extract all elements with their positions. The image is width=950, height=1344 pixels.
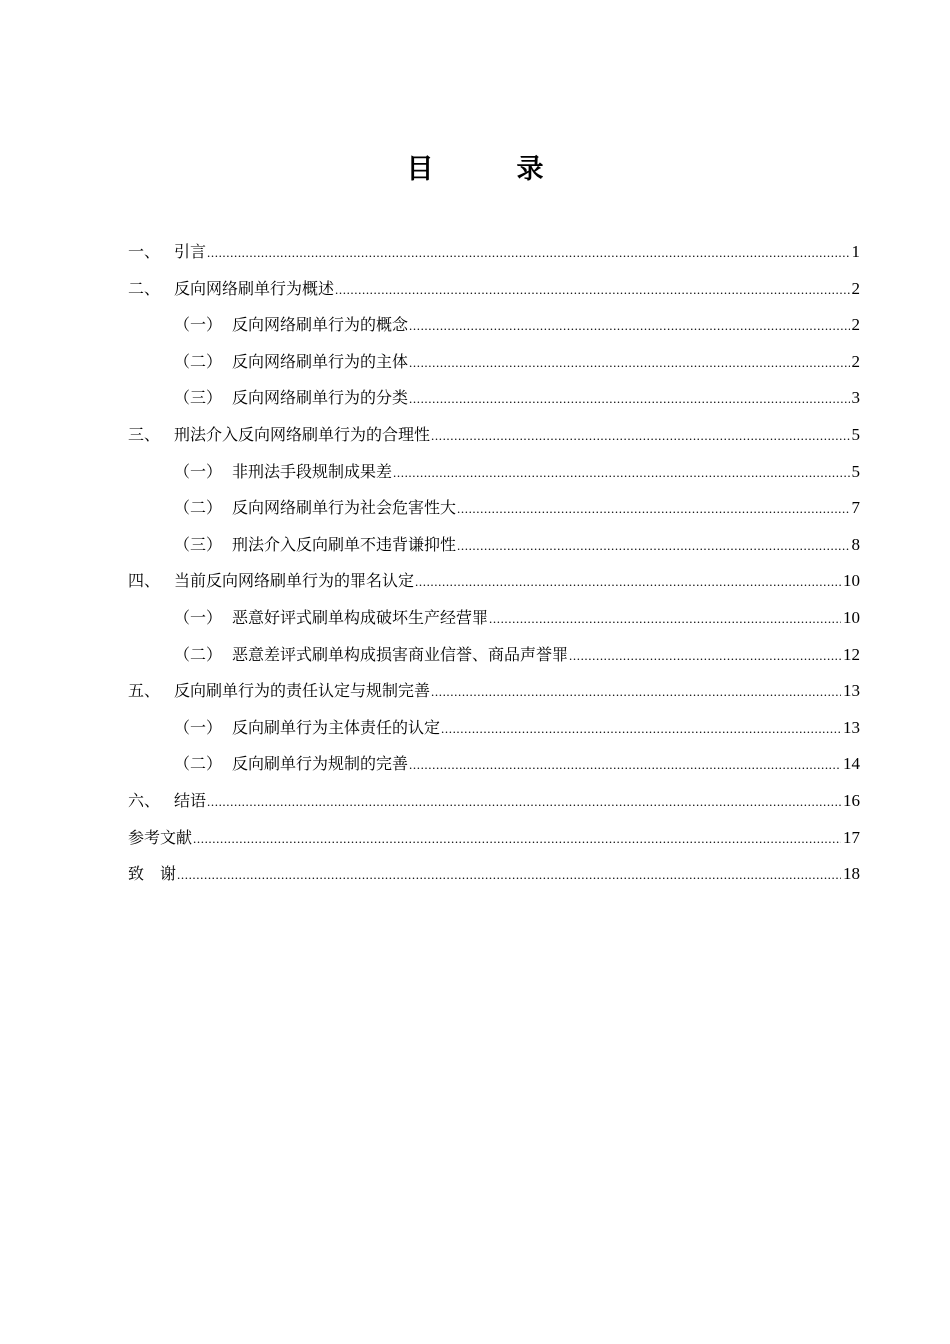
- toc-label: 当前反向网络刷单行为的罪名认定: [174, 571, 415, 591]
- dot-leader: [415, 564, 841, 601]
- toc-page-number: 12: [843, 644, 860, 664]
- toc-number: 六、: [128, 790, 161, 810]
- toc-number: （一）: [174, 461, 223, 481]
- toc-label: 反向网络刷单行为社会危害性大: [232, 498, 457, 518]
- toc-entry-4[interactable]: [128, 563, 860, 600]
- toc-label: 引言: [174, 242, 207, 261]
- toc-number: 一、: [128, 242, 161, 261]
- dot-leader: [409, 345, 849, 382]
- dot-leader: [409, 747, 841, 784]
- toc-entry-3-3[interactable]: [128, 527, 860, 564]
- toc-page-number: 13: [843, 717, 860, 737]
- dot-leader: [431, 674, 841, 711]
- toc-entry-acknowledgements[interactable]: [128, 856, 860, 893]
- toc-label: 结语: [174, 790, 207, 810]
- toc-entry-5[interactable]: [128, 673, 860, 710]
- toc-page-number: 10: [843, 571, 860, 591]
- toc-page-number: 16: [843, 790, 860, 810]
- toc-page-number: 1: [851, 242, 860, 261]
- toc-label: 反向刷单行为规制的完善: [232, 754, 409, 774]
- toc-page-number: 13: [843, 681, 860, 701]
- toc-entry-2-3[interactable]: [128, 380, 860, 417]
- toc-page-number: 2: [851, 351, 860, 371]
- page-title: 目 录: [406, 154, 572, 185]
- toc-page-number: 17: [843, 827, 860, 847]
- table-of-contents: [128, 234, 860, 893]
- dot-leader: [569, 638, 841, 675]
- toc-label: 刑法介入反向刷单不违背谦抑性: [232, 534, 457, 554]
- toc-label: 致 谢: [128, 864, 177, 884]
- toc-number: （二）: [174, 498, 223, 518]
- dot-leader: [409, 308, 849, 345]
- toc-entry-5-2[interactable]: [128, 746, 860, 783]
- toc-page-number: 5: [851, 461, 860, 481]
- toc-page-number: 2: [851, 315, 860, 335]
- toc-label: 反向网络刷单行为的主体: [232, 351, 409, 371]
- toc-entry-references[interactable]: [128, 820, 860, 857]
- toc-number: 二、: [128, 278, 161, 298]
- toc-entry-3-2[interactable]: [128, 490, 860, 527]
- dot-leader: [335, 272, 849, 309]
- dot-leader: [431, 418, 849, 455]
- toc-page-number: 10: [843, 607, 860, 627]
- toc-number: （二）: [174, 351, 223, 371]
- toc-entry-2[interactable]: [128, 271, 860, 308]
- dot-leader: [457, 528, 849, 565]
- dot-leader: [409, 381, 849, 418]
- toc-number: （一）: [174, 717, 223, 737]
- toc-number: 四、: [128, 571, 161, 591]
- toc-number: 三、: [128, 424, 161, 444]
- toc-entry-2-1[interactable]: [128, 307, 860, 344]
- dot-leader: [207, 784, 841, 821]
- toc-number: （三）: [174, 534, 223, 554]
- toc-label: 反向网络刷单行为的概念: [232, 315, 409, 335]
- toc-entry-5-1[interactable]: [128, 710, 860, 747]
- toc-number: 五、: [128, 681, 161, 701]
- dot-leader: [177, 857, 841, 894]
- toc-entry-4-1[interactable]: [128, 600, 860, 637]
- dot-leader: [193, 821, 841, 858]
- toc-page-number: 5: [851, 424, 860, 444]
- toc-entry-3[interactable]: [128, 417, 860, 454]
- toc-label: 恶意好评式刷单构成破坏生产经营罪: [232, 607, 489, 627]
- toc-entry-4-2[interactable]: [128, 637, 860, 674]
- toc-label: 反向刷单行为的责任认定与规制完善: [174, 681, 431, 701]
- toc-page-number: 3: [851, 388, 860, 408]
- toc-label: 参考文献: [128, 827, 193, 847]
- toc-page-number: 8: [851, 534, 860, 554]
- toc-label: 反向刷单行为主体责任的认定: [232, 717, 441, 737]
- toc-entry-6[interactable]: [128, 783, 860, 820]
- dot-leader: [457, 491, 849, 528]
- dot-leader: [441, 711, 841, 748]
- toc-number: （三）: [174, 388, 223, 408]
- toc-label: 恶意差评式刷单构成损害商业信誉、商品声誉罪: [232, 644, 569, 664]
- toc-number: （二）: [174, 754, 223, 774]
- dot-leader: [393, 455, 849, 492]
- toc-number: （一）: [174, 607, 223, 627]
- toc-label: 反向网络刷单行为概述: [174, 278, 335, 298]
- toc-page-number: 14: [843, 754, 860, 774]
- toc-page-number: 18: [843, 864, 860, 884]
- toc-entry-1[interactable]: [128, 234, 860, 271]
- toc-label: 反向网络刷单行为的分类: [232, 388, 409, 408]
- toc-page-number: 7: [851, 498, 860, 518]
- toc-entry-3-1[interactable]: [128, 454, 860, 491]
- toc-entry-2-2[interactable]: [128, 344, 860, 381]
- toc-number: （二）: [174, 644, 223, 664]
- toc-label: 刑法介入反向网络刷单行为的合理性: [174, 424, 431, 444]
- dot-leader: [489, 601, 841, 638]
- toc-label: 非刑法手段规制成果差: [232, 461, 393, 481]
- toc-page-number: 2: [851, 278, 860, 298]
- dot-leader: [207, 235, 849, 272]
- toc-number: （一）: [174, 315, 223, 335]
